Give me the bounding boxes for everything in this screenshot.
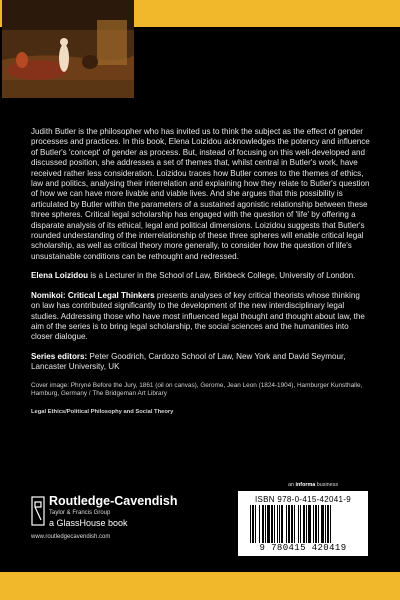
informa-brand: informa xyxy=(295,482,316,488)
cover-painting-image xyxy=(2,0,134,98)
author-bio-text: is a Lecturer in the School of Law, Birkbeck College, University of London. xyxy=(88,271,356,281)
informa-tagline xyxy=(288,482,338,488)
bottom-color-band xyxy=(0,572,400,600)
author-name: Elena Loizidou xyxy=(31,271,89,281)
routledge-logo-icon xyxy=(31,496,45,526)
back-cover-text xyxy=(31,127,371,416)
series-editors xyxy=(31,352,371,373)
publisher-url: www.routledgecavendish.com xyxy=(31,534,111,540)
series-description-text: presents analyses of key critical theorists whose thinking on law has contributed significantly to the development of the new interdisciplinary legal studies. Addressing those who have most influenced legal thought and thought about law, the aim of the series is to bring legal scholarship, the social sciences and the humanities into closer dialogue. xyxy=(31,290,365,342)
informa-prefix: an xyxy=(288,482,296,488)
barcode-digits: 9 780415 420419 xyxy=(259,543,347,553)
publisher-imprint: a GlassHouse book xyxy=(49,518,128,528)
series-editors-text: Peter Goodrich, Cardozo School of Law, New York and David Seymour, Lancaster University, UK xyxy=(31,351,346,372)
subject-category: Legal Ethics/Political Philosophy and Social Theory xyxy=(31,408,174,415)
author-bio xyxy=(31,271,371,281)
series-name: Nomikoi: Critical Legal Thinkers xyxy=(31,290,155,300)
publisher-name: Routledge-Cavendish xyxy=(49,494,178,508)
series-editors-label: Series editors: xyxy=(31,351,88,361)
barcode-panel xyxy=(238,491,368,556)
informa-suffix: business xyxy=(315,482,339,488)
barcode-image xyxy=(248,505,358,543)
isbn-text: ISBN 978-0-415-42041-9 xyxy=(255,495,351,504)
series-description xyxy=(31,291,371,343)
cover-image-credit: Cover image: Phryné Before the Jury, 1861 (oil on canvas), Gerome, Jean Leon (1824-1904), Hamburger Kunsthalle, Hamburg, Germany / The Bridgeman Art Library xyxy=(31,381,363,398)
book-blurb: Judith Butler is the philosopher who has invited us to think the subject as the effect of gender processes and practices. In this book, Elena Loizidou acknowledges the potency and influence of Butler's 'concept' of gender as process. But, instead of focusing on this well-developed and discussed position, she addresses a set of themes that, whilst central in Butler's work, have received rather less consideration. Loizidou traces how Butler comes to the themes of ethics, law and politics, analysing their interrelation and explaining how they relate to Butler's question of how we can have more livable and viable lives. And she argues that this possibility is articulated by Butler within the parameters of a sustained agonistic relationship between these three spheres. Critical legal scholarship has engaged with the question of 'life' by offering a disparate analysis of its ethical, legal and political dimensions. Loizidou suggests that Butler's rounded understanding of the interrelationship of these three spheres will enable critical legal scholarship, as well as critical theory more generally, to consider how the question of life's unsustainable conditions can be rethought and redressed. xyxy=(31,127,370,261)
publisher-group: Taylor & Francis Group xyxy=(49,510,111,516)
